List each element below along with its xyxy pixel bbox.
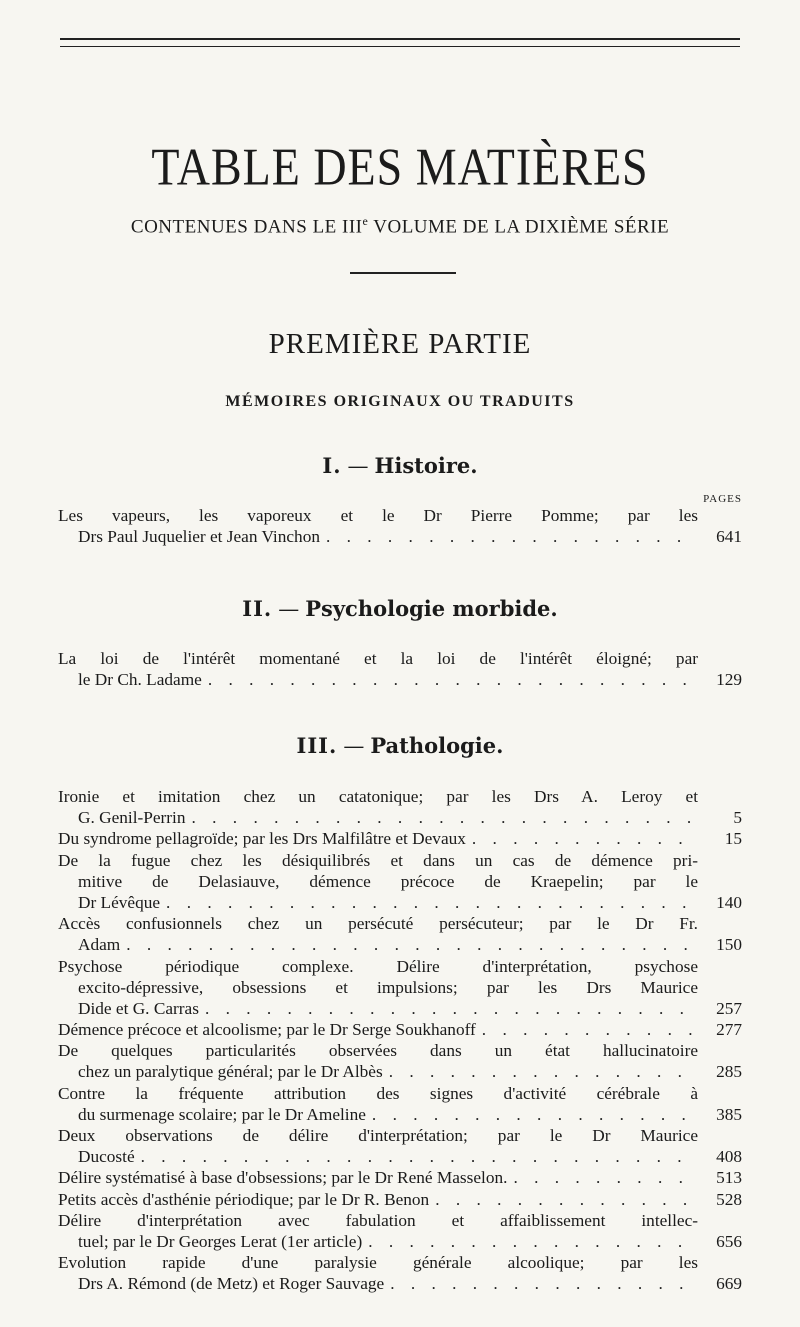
toc-line (58, 1210, 742, 1231)
dot-leader (435, 1189, 692, 1210)
toc-entry-text: Contre la fréquente attribution des signes d'activité cérébrale à (58, 1083, 698, 1103)
toc-entry-text: Délire d'interprétation avec fabulation et affaiblissement intellec- (58, 1210, 698, 1230)
toc-line (58, 1273, 742, 1294)
toc-page-number: 277 (716, 1020, 742, 1040)
dot-leader (166, 892, 692, 913)
entries-psychologie-morbide (58, 648, 742, 690)
toc-entry-text: Drs Paul Juquelier et Jean Vinchon (78, 527, 320, 547)
toc-line (58, 892, 742, 913)
toc-entry-text: du surmenage scolaire; par le Dr Ameline (78, 1104, 366, 1124)
toc-page-number: 5 (733, 808, 742, 828)
toc-entry-text: Dide et G. Carras (78, 998, 199, 1018)
part-title: PREMIÈRE PARTIE (268, 328, 532, 360)
divider (350, 272, 456, 274)
toc-line (58, 1104, 742, 1125)
dot-leader (472, 828, 692, 849)
toc-page-number: 385 (716, 1104, 742, 1124)
toc-entry-text: Evolution rapide d'une paralysie générale alcoolique; par les (58, 1253, 698, 1273)
toc-line (58, 934, 742, 955)
toc-line (58, 648, 742, 669)
toc-line (58, 807, 742, 828)
dot-leader (126, 934, 692, 955)
toc-line (58, 1146, 742, 1167)
toc-entry-text: Dr Lévêque (78, 892, 161, 912)
toc-entry-text: Psychose périodique complexe. Délire d'interprétation, psychose (58, 956, 698, 976)
toc-entry-text: Ducosté (78, 1147, 135, 1167)
toc-entry-text: De quelques particularités observées dans un état hallucinatoire (58, 1041, 698, 1061)
toc-line (58, 977, 742, 998)
toc-page-number: 129 (716, 670, 742, 690)
toc-page-number: 15 (724, 829, 742, 849)
toc-line (58, 850, 742, 871)
dot-leader (513, 1167, 692, 1188)
toc-line (58, 1125, 742, 1146)
toc-entry-text: mitive de Delasiauve, démence précoce de Kraepelin; par le (78, 871, 698, 891)
dot-leader (208, 669, 692, 690)
toc-entry-text: Du syndrome pellagroïde; par les Drs Malfilâtre et Devaux (58, 829, 466, 849)
toc-line (58, 828, 742, 849)
toc-page-number: 140 (716, 892, 742, 912)
toc-page-number: 641 (716, 527, 742, 547)
section-heading-psychologie-morbide: II. — Psychologie morbide. (242, 596, 558, 621)
dot-leader (372, 1104, 692, 1125)
toc-line (58, 1252, 742, 1273)
toc-line (58, 1019, 742, 1040)
top-rule-thin (60, 46, 740, 47)
section-heading-histoire: I. — Histoire. (322, 453, 478, 478)
toc-page-number: 513 (716, 1168, 742, 1188)
toc-entry-text: Accès confusionnels chez un persécuté persécuteur; par le Dr Fr. (58, 914, 698, 934)
toc-page-number: 528 (716, 1189, 742, 1209)
toc-entry-text: Les vapeurs, les vaporeux et le Dr Pierre Pomme; par les (58, 506, 698, 525)
toc-line (58, 871, 742, 892)
toc-entry-text: chez un paralytique général; par le Dr Albès (78, 1062, 383, 1082)
toc-entry-text: Ironie et imitation chez un catatonique; par les Drs A. Leroy et (58, 787, 698, 806)
dot-leader (326, 526, 692, 547)
toc-entry-text: Délire systématisé à base d'obsessions; par le Dr René Masselon. (58, 1168, 508, 1188)
page-subtitle: CONTENUES DANS LE IIIe VOLUME DE LA DIXIÈME SÉRIE (130, 214, 670, 238)
pages-column-label: PAGES (703, 493, 742, 505)
toc-line (58, 956, 742, 977)
toc-page-number: 656 (716, 1231, 742, 1251)
toc-line (58, 998, 742, 1019)
part-subtitle: MÉMOIRES ORIGINAUX OU TRADUITS (225, 393, 575, 410)
toc-entry-text: Drs A. Rémond (de Metz) et Roger Sauvage (78, 1274, 385, 1294)
toc-line (58, 1189, 742, 1210)
toc-page-number: 150 (716, 935, 742, 955)
toc-line (58, 505, 742, 526)
top-rule (60, 38, 740, 40)
toc-line (58, 526, 742, 547)
toc-line (58, 1083, 742, 1104)
dot-leader (192, 807, 692, 828)
toc-entry-text: Deux observations de délire d'interprétation; par le Dr Maurice (58, 1126, 698, 1145)
dot-leader (482, 1019, 692, 1040)
toc-line (58, 1231, 742, 1252)
entries-pathologie (58, 786, 742, 1295)
toc-line (58, 1061, 742, 1082)
toc-line (58, 786, 742, 807)
toc-entry-text: La loi de l'intérêt momentané et la loi de l'intérêt éloigné; par (58, 649, 698, 668)
dot-leader (390, 1273, 692, 1294)
toc-page-number: 669 (716, 1274, 742, 1294)
toc-entry-text: tuel; par le Dr Georges Lerat (1er article) (78, 1231, 363, 1251)
toc-page-number: 408 (716, 1147, 742, 1167)
toc-entry-text: le Dr Ch. Ladame (78, 670, 202, 690)
toc-line (58, 1167, 742, 1188)
dot-leader (141, 1146, 692, 1167)
toc-line (58, 669, 742, 690)
section-heading-pathologie: III. — Pathologie. (296, 733, 504, 758)
toc-page-number: 257 (716, 998, 742, 1018)
toc-entry-text: Adam (78, 935, 121, 955)
dot-leader (205, 998, 692, 1019)
toc-line (58, 913, 742, 934)
page-title: TABLE DES MATIÈRES (151, 137, 649, 196)
entries-histoire (58, 505, 742, 547)
toc-entry-text: Démence précoce et alcoolisme; par le Dr Serge Soukhanoff (58, 1020, 476, 1040)
toc-entry-text: excito-dépressive, obsessions et impulsions; par les Drs Maurice (78, 977, 698, 997)
dot-leader (368, 1231, 692, 1252)
toc-line (58, 1040, 742, 1061)
toc-entry-text: Petits accès d'asthénie périodique; par le Dr R. Benon (58, 1189, 430, 1209)
toc-entry-text: De la fugue chez les désiquilibrés et dans un cas de démence pri- (58, 850, 698, 870)
toc-page-number: 285 (716, 1062, 742, 1082)
toc-entry-text: G. Genil-Perrin (78, 808, 186, 828)
dot-leader (389, 1061, 692, 1082)
